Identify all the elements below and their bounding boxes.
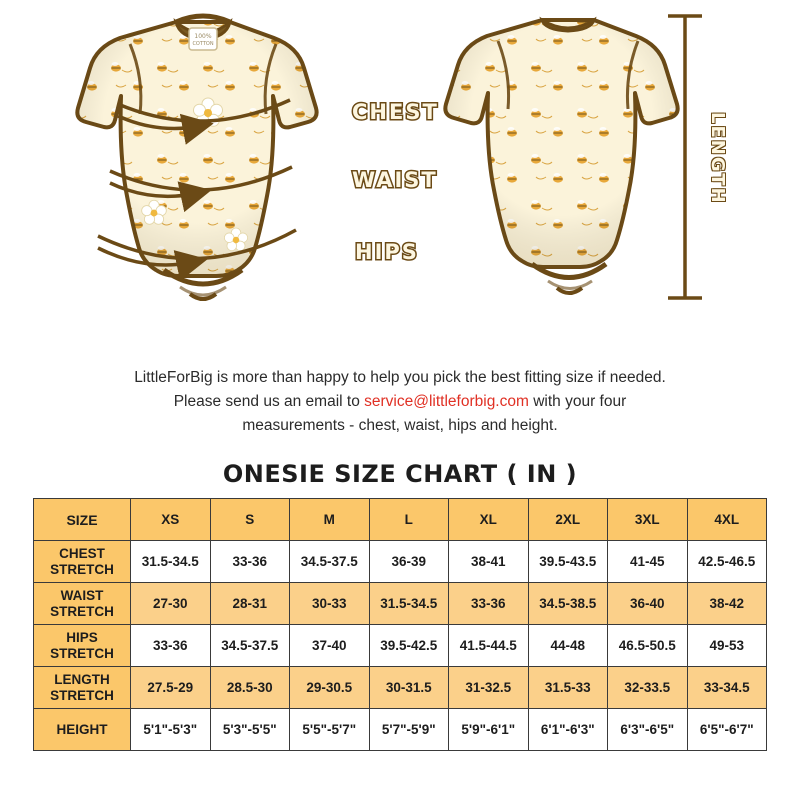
header-cell-2xl: 2XL: [528, 499, 608, 541]
row-label-line2: STRETCH: [50, 603, 114, 619]
cell: 31.5-34.5: [369, 583, 449, 625]
row-label-line1: WAIST: [60, 588, 104, 604]
cell: 5'3"-5'5": [210, 709, 290, 751]
chart-title: ONESIE SIZE CHART ( IN ): [222, 460, 578, 489]
row-label-height: [34, 709, 131, 751]
cell: 38-42: [687, 583, 767, 625]
row-label-line2: STRETCH: [50, 561, 114, 577]
help-note-line-3: measurements - chest, waist, hips and height.: [242, 417, 558, 435]
cell: 34.5-37.5: [290, 541, 370, 583]
cell: 5'9"-6'1": [449, 709, 529, 751]
cell: 41-45: [608, 541, 688, 583]
cell: 33-36: [210, 541, 290, 583]
svg-text:COTTON: COTTON: [192, 41, 214, 47]
cell: 37-40: [290, 625, 370, 667]
cell: 31.5-33: [528, 667, 608, 709]
size-chart-table: [33, 498, 767, 751]
row-label-line2: STRETCH: [50, 687, 114, 703]
cell: 6'5"-6'7": [687, 709, 767, 751]
cell: 46.5-50.5: [608, 625, 688, 667]
cell: 6'1"-6'3": [528, 709, 608, 751]
row-label-waist: [34, 583, 131, 625]
help-note-line-2-post: with your four: [528, 393, 627, 411]
row-label-hips: [34, 625, 131, 667]
cell: 33-36: [131, 625, 211, 667]
cell: 30-31.5: [369, 667, 449, 709]
length-label: LENGTH: [707, 112, 728, 205]
cell: 42.5-46.5: [687, 541, 767, 583]
cell: 38-41: [449, 541, 529, 583]
cell: 5'1"-5'3": [131, 709, 211, 751]
cell: 34.5-37.5: [210, 625, 290, 667]
row-label-chest: [34, 541, 131, 583]
cell: 49-53: [687, 625, 767, 667]
support-email[interactable]: service@littleforbig.com: [364, 393, 529, 411]
svg-text:100%: 100%: [194, 33, 212, 40]
hips-label: HIPS: [355, 240, 419, 264]
cell: 36-40: [608, 583, 688, 625]
cell: 6'3"-6'5": [608, 709, 688, 751]
table-row: [34, 667, 767, 709]
help-note: [0, 366, 800, 438]
waist-label: WAIST: [352, 168, 438, 192]
chest-label: CHEST: [352, 100, 439, 124]
product-illustration: [0, 0, 800, 350]
row-label-length: [34, 667, 131, 709]
header-cell-xl: XL: [449, 499, 529, 541]
cell: 39.5-43.5: [528, 541, 608, 583]
cell: 27-30: [131, 583, 211, 625]
cell: 28.5-30: [210, 667, 290, 709]
header-cell-3xl: 3XL: [608, 499, 688, 541]
cell: 33-36: [449, 583, 529, 625]
cell: 5'7"-5'9": [369, 709, 449, 751]
table-row: [34, 583, 767, 625]
onesie-back-illustration: [432, 8, 712, 328]
onesie-back-svg: [432, 8, 712, 328]
cell: 32-33.5: [608, 667, 688, 709]
header-cell-m: M: [290, 499, 370, 541]
row-label-line1: HEIGHT: [56, 721, 108, 737]
header-cell-4xl: 4XL: [687, 499, 767, 541]
help-note-line-2: [60, 390, 740, 414]
row-label-line2: STRETCH: [50, 645, 114, 661]
row-label-line1: CHEST: [59, 546, 105, 562]
cell: 36-39: [369, 541, 449, 583]
cell: 44-48: [528, 625, 608, 667]
table-row: [34, 709, 767, 751]
onesie-front-svg: [58, 8, 348, 328]
table-row: [34, 541, 767, 583]
row-label-line1: HIPS: [66, 630, 98, 646]
cell: 27.5-29: [131, 667, 211, 709]
table-row: [34, 625, 767, 667]
cell: 41.5-44.5: [449, 625, 529, 667]
cell: 29-30.5: [290, 667, 370, 709]
help-note-line-1: LittleForBig is more than happy to help you pick the best fitting size if needed.: [134, 369, 666, 386]
length-bracket: [668, 16, 702, 298]
table-header-row: [34, 499, 767, 541]
row-label-line1: LENGTH: [54, 672, 110, 688]
header-cell-l: L: [369, 499, 449, 541]
header-cell-xs: XS: [131, 499, 211, 541]
cell: 39.5-42.5: [369, 625, 449, 667]
cell: 31-32.5: [449, 667, 529, 709]
cell: 33-34.5: [687, 667, 767, 709]
cell: 34.5-38.5: [528, 583, 608, 625]
cell: 5'5"-5'7": [290, 709, 370, 751]
help-note-line-2-pre: Please send us an email to: [173, 393, 365, 411]
cell: 31.5-34.5: [131, 541, 211, 583]
cell: 30-33: [290, 583, 370, 625]
onesie-front-illustration: [58, 8, 348, 328]
cell: 28-31: [210, 583, 290, 625]
header-cell-s: S: [210, 499, 290, 541]
header-cell-size: SIZE: [34, 499, 131, 541]
